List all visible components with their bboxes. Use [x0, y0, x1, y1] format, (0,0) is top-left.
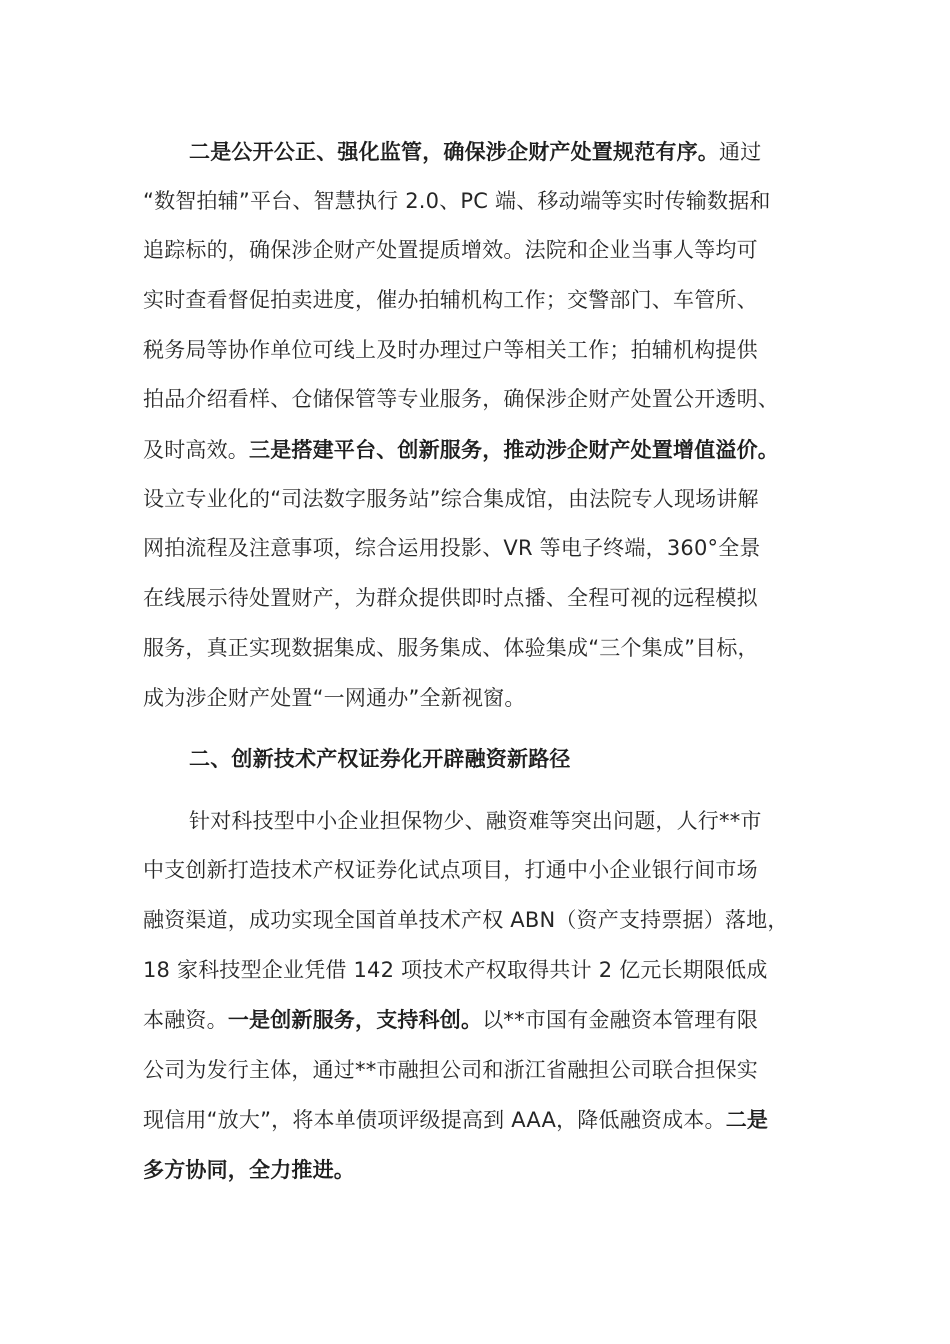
body-text: 融资渠道，成功实现全国首单技术产权 ABN（资产支持票据）落地，: [143, 908, 789, 932]
paragraph-line-9: [143, 533, 761, 563]
bold-heading-text: 三是搭建平台、创新服务，推动涉企财产处置增值溢价。: [249, 438, 779, 462]
paragraph-line-1: [189, 137, 761, 167]
body-text: 18 家科技型企业凭借 142 项技术产权取得共计 2 亿元长期限低成: [143, 958, 768, 982]
paragraph-line-13: [189, 806, 762, 836]
paragraph-line-2: [143, 186, 771, 216]
paragraph-line-3: [143, 235, 758, 265]
bold-heading-text: 多方协同，全力推进。: [143, 1158, 355, 1182]
section-heading: [189, 744, 571, 774]
body-text: 税务局等协作单位可线上及时办理过户等相关工作；拍辅机构提供: [143, 338, 758, 362]
body-text: 服务，真正实现数据集成、服务集成、体验集成“三个集成”目标，: [143, 636, 759, 660]
paragraph-line-19: [143, 1105, 768, 1135]
bold-heading-text: 二是公开公正、强化监管，确保涉企财产处置规范有序。: [189, 140, 719, 164]
section-heading-text: 二、创新技术产权证券化开辟融资新路径: [189, 747, 571, 771]
body-text: 拍品介绍看样、仓储保管等专业服务，确保涉企财产处置公开透明、: [143, 387, 779, 411]
paragraph-line-14: [143, 855, 758, 885]
paragraph-line-10: [143, 583, 758, 613]
body-text: 在线展示待处置财产，为群众提供即时点播、全程可视的远程模拟: [143, 586, 758, 610]
paragraph-line-15: [143, 905, 789, 935]
body-text: 本融资。: [143, 1008, 228, 1032]
paragraph-line-18: [143, 1055, 758, 1085]
bold-heading-text: 二是: [725, 1108, 769, 1132]
paragraph-line-7: [143, 435, 779, 465]
paragraph-line-8: [143, 484, 759, 514]
body-text: 成为涉企财产处置“一网通办”全新视窗。: [143, 686, 526, 710]
body-text: 设立专业化的“司法数字服务站”综合集成馆，由法院专人现场讲解: [143, 487, 759, 511]
paragraph-line-12: [143, 683, 526, 713]
body-text: 实时查看督促拍卖进度，催办拍辅机构工作；交警部门、车管所、: [143, 288, 758, 312]
paragraph-line-17: [143, 1005, 758, 1035]
body-text: 网拍流程及注意事项，综合运用投影、VR 等电子终端，360°全景: [143, 536, 761, 560]
paragraph-line-20: [143, 1155, 355, 1185]
body-text: 以**市国有金融资本管理有限: [482, 1008, 759, 1032]
paragraph-line-6: [143, 384, 779, 414]
body-text: 追踪标的，确保涉企财产处置提质增效。法院和企业当事人等均可: [143, 238, 758, 262]
body-text: 通过: [719, 140, 762, 164]
body-text: 中支创新打造技术产权证券化试点项目，打通中小企业银行间市场: [143, 858, 758, 882]
paragraph-line-16: [143, 955, 768, 985]
body-text: “数智拍辅”平台、智慧执行 2.0、PC 端、移动端等实时传输数据和: [143, 189, 771, 213]
body-text: 针对科技型中小企业担保物少、融资难等突出问题，人行**市: [189, 809, 762, 833]
paragraph-line-11: [143, 633, 759, 663]
paragraph-line-5: [143, 335, 758, 365]
body-text: 及时高效。: [143, 438, 249, 462]
paragraph-line-4: [143, 285, 758, 315]
body-text: 公司为发行主体，通过**市融担公司和浙江省融担公司联合担保实: [143, 1058, 758, 1082]
bold-heading-text: 一是创新服务，支持科创。: [227, 1008, 483, 1032]
body-text: 现信用“放大”，将本单债项评级提高到 AAA，降低融资成本。: [143, 1108, 726, 1132]
